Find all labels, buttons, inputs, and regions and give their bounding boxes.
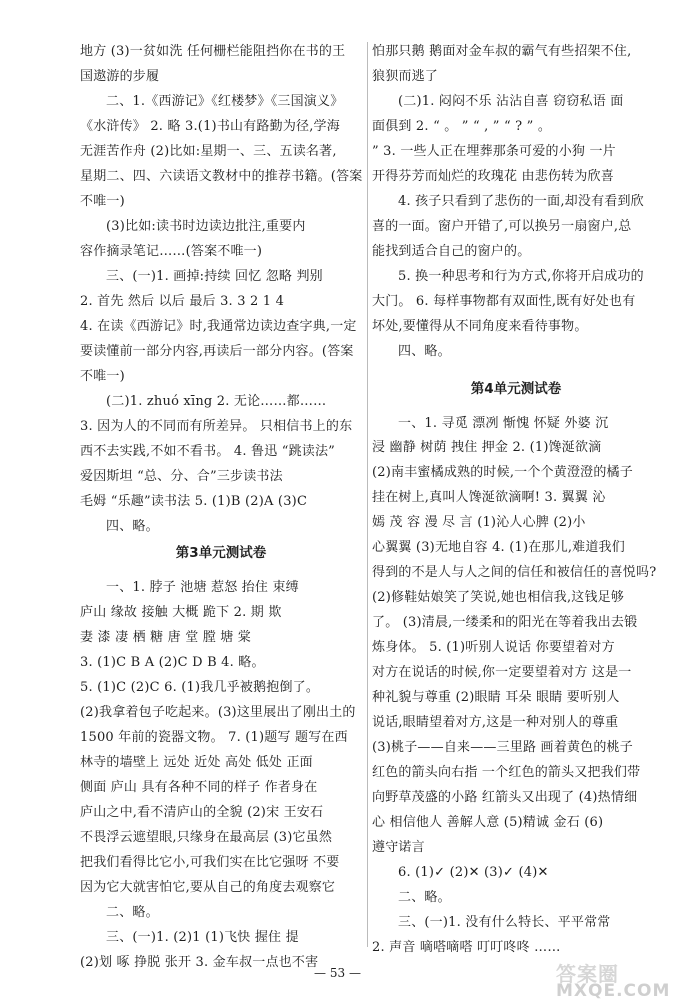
text-line: 四、略。 (398, 343, 451, 359)
right-column (372, 42, 660, 963)
text-line: 无涯苦作舟 (2)比如:星期一、三、五读名著, (80, 143, 337, 159)
text-line: 星期二、四、六读语文教材中的推荐书籍。(答案 (80, 168, 362, 184)
text-line: (3)桃子——自来——三里路 画着黄色的桃子 (372, 740, 633, 756)
text-line: 对方在说话的时候,你一定要望着对方 这是一 (372, 665, 632, 681)
text-line: 庐山之中,看不清庐山的全貌 (2)宋 王安石 (80, 805, 324, 821)
text-line: 心 相信他人 善解人意 (5)精诚 金石 (6) (372, 815, 604, 831)
text-line: 3. 因为人的不同而有所差异。 只相信书上的东 (80, 418, 353, 434)
text-line: (3)比如:读书时边读边批注,重要内 (106, 218, 306, 234)
text-line: (二)1. zhuó xīng 2. 无论……都…… (106, 393, 327, 409)
text-line: 1500 年前的瓷器文物。 7. (1)题写 题写在西 (80, 730, 348, 746)
left-column (80, 42, 362, 978)
text-line: 毛姆 “乐趣”读书法 5. (1)B (2)A (3)C (80, 493, 308, 509)
left-p3 (80, 267, 362, 387)
text-line: 林寺的墙壁上 远处 近处 高处 低处 正面 (80, 755, 313, 771)
text-line: 三、(一)1. (2)1 (1)飞快 握住 提 (106, 930, 299, 946)
unit-3-title: 第3单元测试卷 (175, 545, 267, 562)
text-line: 一、1. 寻觅 漂冽 惭愧 怀疑 外婆 沉 (398, 415, 609, 431)
text-line: 不唯一) (80, 193, 125, 209)
text-line: 把我们看得比它小,可我们实在比它强呀 不要 (80, 855, 340, 871)
text-line: (2)南丰蜜橘成熟的时候,一个个黄澄澄的橘子 (372, 465, 633, 481)
text-line: 开得芬芳而灿烂的玫瑰花 由悲伤转为欣喜 (372, 168, 614, 184)
text-line: 5. 换一种思考和行为方式,你将开启成功的 (398, 268, 644, 284)
text-line: 遵守诺言 (372, 840, 425, 856)
section-three-heading: 三、(一)1. 画掉:持续 回忆 忽略 判别 (106, 268, 323, 284)
text-line: 二、略。 (106, 905, 159, 921)
left-p4 (80, 392, 362, 537)
text-line: 面俱到 2. “ 。 ” “ , ” “ ? ” 。 (372, 118, 552, 134)
text-line: 嫣 茂 容 漫 尽 言 (1)沁人心脾 (2)小 (372, 515, 586, 531)
column-divider (367, 42, 368, 947)
right-p2 (372, 414, 660, 958)
section-four-heading: 四、略。 (106, 518, 159, 534)
text-line: 大门。 6. 每样事物都有双面性,既有好处也有 (372, 293, 636, 309)
text-line: 挂在树上,真叫人馋涎欲滴啊! 3. 翼翼 沁 (372, 490, 606, 506)
text-line: 一、1. 脖子 池塘 惹怒 抬住 束缚 (106, 580, 299, 596)
text-line: 能找到适合自己的窗户的。 (372, 243, 531, 259)
text-line: 了。 (3)清晨,一缕柔和的阳光在等着我出去锻 (372, 615, 638, 631)
right-p1 (372, 42, 660, 362)
text-line: 地方 (3)一贫如洗 任何栅栏能阻挡你在书的王 (80, 44, 346, 59)
text-line: 容作摘录笔记……(答案不唯一) (80, 243, 263, 259)
text-line: 种礼貌与尊重 (2)眼睛 耳朵 眼睛 要听别人 (372, 690, 620, 706)
text-line: 《水浒传》 2. 略 3.(1)书山有路勤为径,学海 (80, 118, 340, 134)
text-line: 3. (1)C B A (2)C D B 4. 略。 (80, 655, 265, 671)
text-line: 因为它大就害怕它,要从自己的角度去观察它 (80, 880, 336, 896)
text-line: (2)我拿着包子吃起来。(3)这里展出了刚出土的 (80, 705, 356, 721)
text-line: 不唯一) (80, 368, 125, 384)
text-line: 向野草茂盛的小路 红箭头又出现了 (4)热情细 (372, 790, 638, 806)
text-line: 6. (1)✓ (2)✕ (3)✓ (4)✕ (398, 865, 549, 881)
text-line: 浸 幽静 树荫 拽住 押金 2. (1)馋涎欲滴 (372, 440, 602, 456)
text-line: 妻 漆 凄 栖 糖 唐 堂 膛 塘 棠 (80, 630, 251, 646)
text-line: (2)修鞋姑娘笑了笑说,她也相信我,这钱足够 (372, 590, 625, 606)
text-line: 二、略。 (398, 890, 451, 906)
text-line: 2. 声音 嘀嗒嘀嗒 叮叮咚咚 …… (372, 940, 561, 956)
text-line: 不畏浮云遮望眼,只缘身在最高层 (3)它虽然 (80, 830, 333, 846)
unit-4-title: 第4单元测试卷 (470, 380, 562, 397)
text-line: 三、(一)1. 没有什么特长、平平常常 (398, 915, 611, 931)
text-line: 西不去实践,不如不看书。 4. 鲁迅 “跳读法” (80, 443, 336, 459)
text-line: 坏处,要懂得从不同角度来看待事物。 (372, 318, 588, 334)
text-line: 4. 孩子只看到了悲伤的一面,却没有看到欣 (398, 193, 644, 209)
left-p5 (80, 578, 362, 972)
text-line: 狼狈而逃了 (372, 68, 439, 84)
text-line: 得到的不是人与人之间的信任和被信任的喜悦吗? (372, 565, 657, 581)
left-p1 (80, 42, 362, 87)
watermark-logo (556, 958, 671, 1001)
text-line: 说话,眼睛望着对方,这是一种对别人的尊重 (372, 715, 619, 731)
text-line: (2)划 啄 挣脱 张开 3. 金车叔一点也不害 (80, 955, 319, 971)
text-line: 5. (1)C (2)C 6. (1)我几乎被鹅抱倒了。 (80, 680, 320, 696)
text-line: 爱因斯坦 “总、分、合”三步读书法 (80, 468, 283, 484)
page-number: — 53 — (314, 966, 361, 980)
text-line: 庐山 缘故 接触 大概 跪下 2. 期 欺 (80, 605, 282, 621)
text-line: 怕那只鹅 鹅面对金车叔的霸气有些招架不住, (372, 44, 632, 59)
text-line: 国遨游的步履 (80, 68, 160, 84)
watermark-text: 答案圈 (556, 962, 619, 986)
text-line: ” 3. 一些人正在埋葬那条可爱的小狗 一片 (372, 143, 616, 159)
watermark-url: MXQE.COM (556, 981, 671, 1001)
left-p2 (80, 92, 362, 262)
section-two-heading: 二、1.《西游记》《红楼梦》《三国演义》 (106, 93, 344, 109)
text-line: 要读懂前一部分内容,再读后一部分内容。(答案 (80, 343, 354, 359)
text-line: 炼身体。 5. (1)听别人说话 你要望着对方 (372, 640, 615, 656)
text-line: (二)1. 闷闷不乐 沾沾自喜 窃窃私语 面 (398, 93, 624, 109)
text-line: 心翼翼 (3)无地自容 4. (1)在那儿,难道我们 (372, 540, 625, 556)
text-line: 2. 首先 然后 以后 最后 3. 3 2 1 4 (80, 293, 285, 309)
text-line: 喜的一面。窗户开错了,可以换另一扇窗户,总 (372, 218, 632, 234)
text-line: 红色的箭头向右指 一个红色的箭头又把我们带 (372, 765, 641, 781)
text-line: 侧面 庐山 具有各种不同的样子 作者身在 (80, 780, 318, 796)
text-line: 4. 在读《西游记》时,我通常边读边查字典,一定 (80, 318, 357, 334)
